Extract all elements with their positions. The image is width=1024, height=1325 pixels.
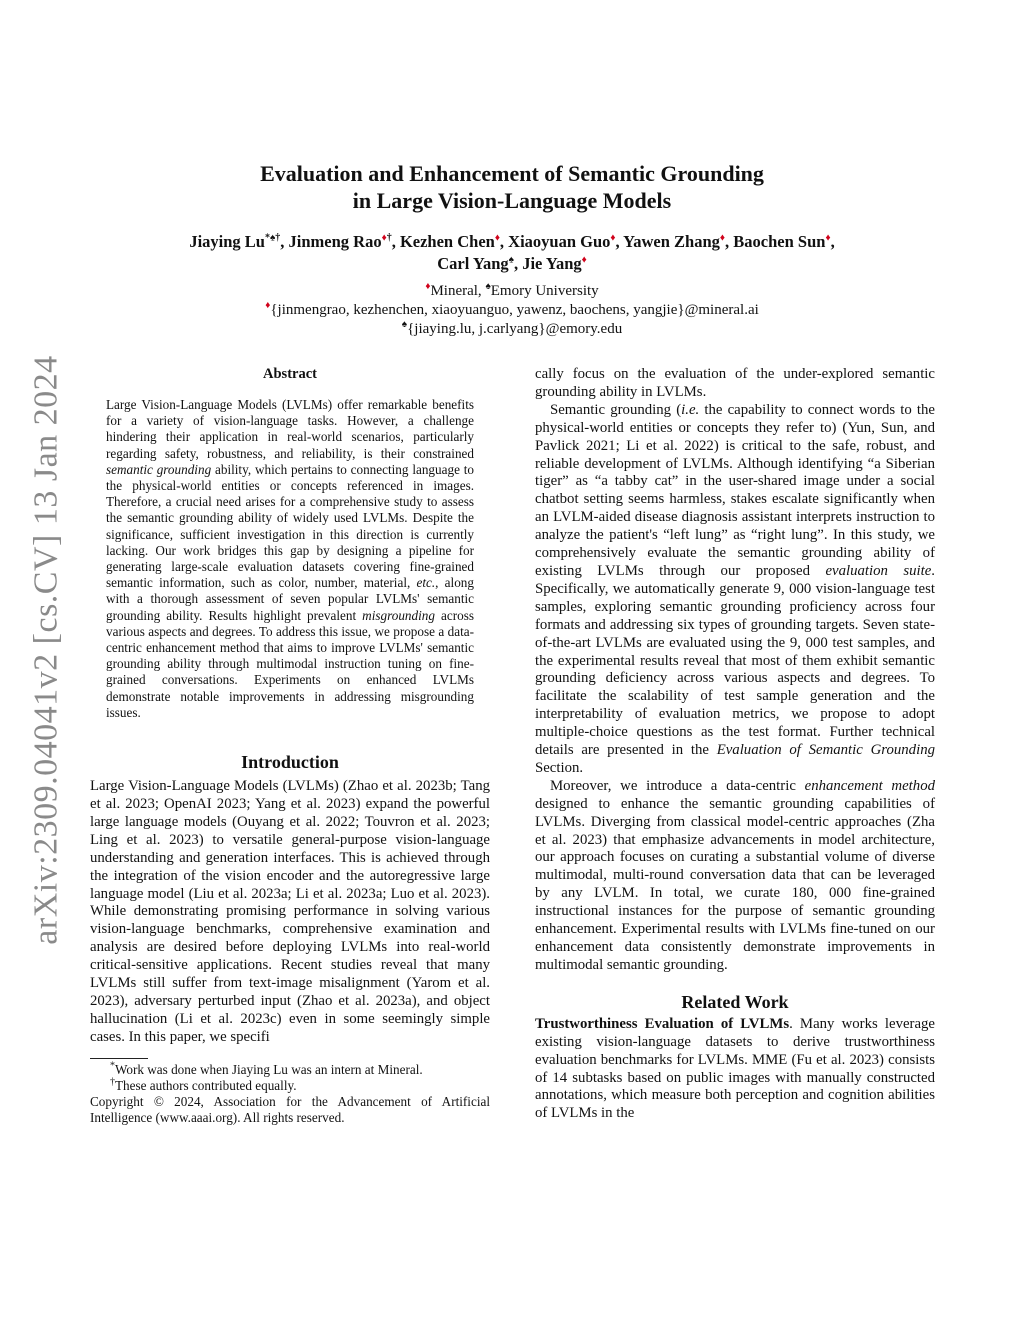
body-emphasis: evaluation suite [825, 562, 932, 579]
affil-mark: ♦ [581, 254, 587, 266]
body-text: . Specifically, we automatically generate 9, 000 vision-language test samples, exploring semantic grounding proficiency across four formats and addressing six types of grounding targets. Seven state-of-the-art LVLMs are evaluated using the 9, 000 test samples, and the experimental results reveal that most of them exhibit semantic grounding deficiency across various aspects and degrees. To facilitate the scalability of test sample generation and the interpretability of evaluation metrics, we propose to adopt multiple-choice questions as the test format. Further technical details are presented in the [535, 562, 935, 759]
abstract-text: , along with a thorough assessment of seven popular LVLMs' semantic grounding ability. Results highlight prevalent [106, 575, 474, 623]
arxiv-stamp [17, 355, 77, 945]
author-name: Jinmeng Rao [288, 232, 382, 251]
right-column [535, 366, 935, 1123]
dagger-mark: † [386, 232, 392, 244]
affil-mark: ♠ [508, 254, 514, 266]
affiliation-line-2 [160, 301, 864, 320]
affil-mark: ♦ [494, 232, 500, 244]
affiliation-line-1 [160, 282, 864, 301]
affil-mark: ♦ [825, 232, 831, 244]
title-line-2: in Large Vision-Language Models [352, 188, 672, 213]
footnote-rule [90, 1058, 148, 1059]
body-text: Moreover, we introduce a data-centric [550, 777, 805, 794]
affil-mark: ♠ [485, 281, 491, 292]
enhancement-paragraph [535, 778, 935, 975]
abstract-emphasis: etc. [416, 575, 436, 591]
abstract-body [106, 397, 474, 721]
affiliation-line-3 [160, 320, 864, 339]
affil-mark: ♠ [401, 319, 408, 330]
run-in-heading: Trustworthiness Evaluation of LVLMs [535, 1015, 790, 1032]
abstract-text: Large Vision-Language Models (LVLMs) offer remarkable benefits for a variety of vision-language tasks. However, a challenge hindering their application in real-world scenarios, particularly regarding safety, robustness, and reliability, is their constrained [106, 397, 474, 461]
body-text: the capability to connect words to the physical-world entities or concepts they refer to) (Yun, Sun, and Pavlick 2021; Li et al. 2022) is critical to the safe, robust, and reliable development of LVLMs. Although identifying “a Siberian tiger” as “a tabby cat” in the user-shared image under a social chatbot setting seems harmless, stakes escalate significantly when an LVLM-aided disease diagnosis assistant interprets instruction to analyze the patient's “left lung” as “right lung”. In this study, we comprehensively evaluate the semantic grounding ability of existing LVLMs through our proposed [535, 401, 936, 579]
paper-title [160, 160, 864, 214]
body-text: Semantic grounding ( [550, 401, 682, 418]
intro-continued-paragraph: cally focus on the evaluation of the under-explored semantic grounding ability in LVLMs. [535, 366, 935, 400]
affil-mark: ♦ [610, 232, 616, 244]
affil-mark: ♦ [425, 281, 431, 292]
affil-mark: ♦ [381, 232, 387, 244]
affiliations [160, 282, 864, 339]
email-list: {jiaying.lu, j.carlyang}@emory.edu [407, 321, 623, 337]
abstract-emphasis: misgrounding [362, 607, 435, 623]
body-emphasis: enhancement method [804, 777, 935, 794]
footnote-1 [90, 1062, 490, 1078]
affiliation-text: Mineral, [430, 283, 486, 299]
email-list: {jinmengrao, kezhenchen, xiaoyuanguo, yawenz, baochens, yangjie}@mineral.ai [270, 302, 759, 318]
author-name: Jiaying Lu [189, 232, 265, 251]
abstract-heading: Abstract [263, 366, 317, 382]
author-marks: *♠† [264, 232, 281, 244]
author-name: Carl Yang [437, 254, 509, 273]
body-text: . Many works leverage existing vision-language datasets to derive trustworthiness evaluation benchmarks for LVLMs. MME (Fu et al. 2023) consists of 14 subtasks based on public images with manually constructed annotations, which measure both perception and cognition abilities of LVLMs in the [535, 1015, 935, 1122]
author-name: Baochen Sun [733, 232, 826, 251]
author-name: Jie Yang [522, 254, 582, 273]
body-text: Section. [535, 759, 584, 776]
author-line-2: Carl Yang♠, Jie Yang♦ [437, 254, 587, 273]
footnote-text: These authors contributed equally. [115, 1077, 297, 1093]
footnote-2 [90, 1078, 490, 1094]
author-name: Kezhen Chen [399, 232, 495, 251]
arxiv-stamp-text: arXiv:2309.04041v2 [cs.CV] 13 Jan 2024 [28, 355, 66, 945]
related-work-paragraph [535, 1016, 935, 1123]
semantic-grounding-paragraph [535, 402, 935, 778]
body-emphasis: i.e. [681, 401, 700, 418]
introduction-heading: Introduction [241, 752, 339, 773]
abstract-text: ability, which pertains to connecting language to the physical-world entities or concepts referenced in images. Therefore, a crucial need arises for a comprehensive study to assess the semantic grounding ability of widely used LVLMs. Despite the significance, sufficient investigation in this direction is currently lacking. Our work bridges this gap by designing a pipeline for generating large-scale evaluation datasets covering fine-grained semantic information, such as color, number, material, [106, 461, 474, 591]
related-work-heading: Related Work [681, 991, 789, 1012]
copyright-notice: Copyright © 2024, Association for the Advancement of Artificial Intelligence (www.aaai.org). All rights reserved. [90, 1093, 490, 1125]
footnote-text: Work was done when Jiaying Lu was an intern at Mineral. [115, 1061, 423, 1077]
body-text: designed to enhance the semantic grounding capabilities of LVLMs. Diverging from classical model-centric approaches (Zha et al. 2023) that emphasize advancements in model architecture, our approach focuses on curating a substantial volume of diverse multimodal, multi-round conversation data that can be leveraged by any LVLM. In total, we curate 180, 000 fine-grained instructional instances for the purpose of semantic grounding enhancement. Experimental results with LVLMs fine-tuned on our enhancement data consistently demonstrate improvements in multimodal semantic grounding. [535, 795, 935, 973]
author-list [100, 231, 924, 275]
footnote-mark: * [110, 1060, 115, 1072]
author-name: Xiaoyuan Guo [508, 232, 611, 251]
affiliation-text: Emory University [490, 283, 599, 299]
footnote-mark: † [110, 1076, 115, 1088]
introduction-paragraph: Large Vision-Language Models (LVLMs) (Zhao et al. 2023b; Tang et al. 2023; OpenAI 2023; Yang et al. 2023) expand the powerful large language models (Ouyang et al. 2022; Touvron et al. 2023; Ling et al. 2023) to versatile general-purpose vision-language understanding and generation interfaces. This is achieved through the integration of the vision encoder and the autoregressive large language model (Liu et al. 2023a; Li et al. 2023a; Luo et al. 2023). While demonstrating promising performance in solving various vision-language benchmarks, comprehensive examination and analysis are desired before deploying LVLMs into real-world critical-sensitive applications. Recent studies reveal that many LVLMs still suffer from text-image misalignment (Yarom et al. 2023), adversary perturbed input (Zhao et al. 2023a), and object hallucination (Li et al. 2023c) even in some seemingly simple cases. In this paper, we specifi [90, 778, 490, 1045]
abstract-emphasis: semantic grounding [106, 461, 212, 477]
affil-mark: ♦ [719, 232, 726, 244]
left-column [90, 366, 490, 1126]
title-line-1: Evaluation and Enhancement of Semantic Grounding [260, 161, 764, 186]
author-line-1: Jiaying Lu*♠†, Jinmeng Rao♦†, Kezhen Chen♦, Xiaoyuan Guo♦, Yawen Zhang♦, Baochen Sun♦, [189, 232, 835, 251]
affil-mark: ♦ [265, 300, 271, 311]
body-emphasis: Evaluation of Semantic Grounding [716, 742, 935, 759]
author-name: Yawen Zhang [623, 232, 720, 251]
abstract-text: across various aspects and degrees. To address this issue, we propose a data-centric enhancement method that aims to improve LVLMs' semantic grounding ability through multimodal instruction tuning on fine-grained conversations. Experiments on enhanced LVLMs demonstrate notable improvements in addressing misgrounding issues. [106, 607, 474, 720]
